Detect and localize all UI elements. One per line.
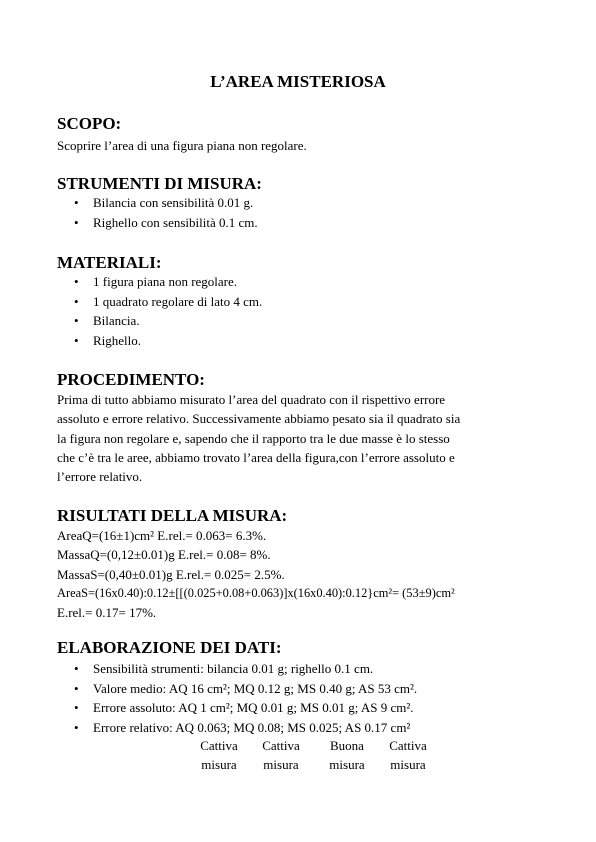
quality-word: Cattiva bbox=[389, 738, 427, 753]
list-item: • 1 quadrato regolare di lato 4 cm. bbox=[0, 292, 262, 312]
quality-label-ms bbox=[317, 736, 377, 774]
list-item: • Errore relativo: AQ 0.063; MQ 0.08; MS 0.025; AS 0.17 cm² bbox=[0, 718, 417, 738]
risultati-heading: RISULTATI DELLA MISURA: bbox=[57, 506, 288, 525]
quality-word: Cattiva bbox=[262, 738, 300, 753]
scopo-heading: SCOPO: bbox=[57, 114, 122, 133]
risultati-line: E.rel.= 0.17= 17%. bbox=[57, 605, 157, 621]
quality-label-as bbox=[378, 736, 438, 774]
quality-word: misura bbox=[263, 757, 299, 772]
procedimento-line: l’errore relativo. bbox=[57, 469, 143, 485]
procedimento-line: Prima di tutto abbiamo misurato l’area del quadrato con il rispettivo errore bbox=[57, 392, 446, 407]
document-title: L’AREA MISTERIOSA bbox=[210, 72, 386, 91]
materiali-heading: MATERIALI: bbox=[57, 253, 162, 272]
quality-label-mq bbox=[251, 736, 311, 774]
list-item: • Sensibilità strumenti: bilancia 0.01 g; righello 0.1 cm. bbox=[0, 659, 417, 679]
list-item: • Bilancia con sensibilità 0.01 g. bbox=[0, 193, 258, 213]
risultati-text bbox=[57, 526, 577, 622]
scopo-text: Scoprire l’area di una figura piana non regolare. bbox=[57, 138, 307, 153]
list-item: • Righello con sensibilità 0.1 cm. bbox=[0, 213, 258, 233]
quality-word: misura bbox=[201, 757, 237, 772]
list-item: • 1 figura piana non regolare. bbox=[0, 272, 262, 292]
procedimento-line: la figura non regolare e, sapendo che il rapporto tra le due masse è lo stesso bbox=[57, 430, 450, 446]
list-item: • Righello. bbox=[0, 331, 262, 351]
risultati-line: MassaQ=(0,12±0.01)g E.rel.= 0.08= 8%. bbox=[57, 547, 271, 563]
elaborazione-list bbox=[0, 659, 417, 737]
risultati-line: AreaQ=(16±1)cm² E.rel.= 0.063= 6.3%. bbox=[57, 528, 267, 543]
elaborazione-heading: ELABORAZIONE DEI DATI: bbox=[57, 638, 282, 657]
strumenti-list bbox=[0, 193, 258, 232]
list-item: • Bilancia. bbox=[0, 311, 262, 331]
strumenti-heading: STRUMENTI DI MISURA: bbox=[57, 174, 262, 193]
quality-word: misura bbox=[390, 757, 426, 772]
procedimento-heading: PROCEDIMENTO: bbox=[57, 370, 205, 389]
list-item: • Errore assoluto: AQ 1 cm²; MQ 0.01 g; MS 0.01 g; AS 9 cm². bbox=[0, 698, 417, 718]
quality-word: misura bbox=[329, 757, 365, 772]
procedimento-line: che c’è tra le aree, abbiamo trovato l’area della figura,con l’errore assoluto e bbox=[57, 449, 455, 465]
list-item: • Valore medio: AQ 16 cm²; MQ 0.12 g; MS 0.40 g; AS 53 cm². bbox=[0, 679, 417, 699]
materiali-list bbox=[0, 272, 262, 350]
procedimento-text bbox=[57, 390, 542, 486]
risultati-line: AreaS=(16x0.40):0.12±[[(0.025+0.08+0.063)]x(16x0.40):0.12}cm²= (53±9)cm² bbox=[57, 585, 455, 600]
procedimento-line: assoluto e errore relativo. Successivamente abbiamo pesato sia il quadrato sia bbox=[57, 411, 461, 427]
quality-word: Buona bbox=[330, 738, 364, 753]
quality-label-aq bbox=[189, 736, 249, 774]
risultati-line: MassaS=(0,40±0.01)g E.rel.= 0.025= 2.5%. bbox=[57, 566, 285, 582]
quality-word: Cattiva bbox=[200, 738, 238, 753]
